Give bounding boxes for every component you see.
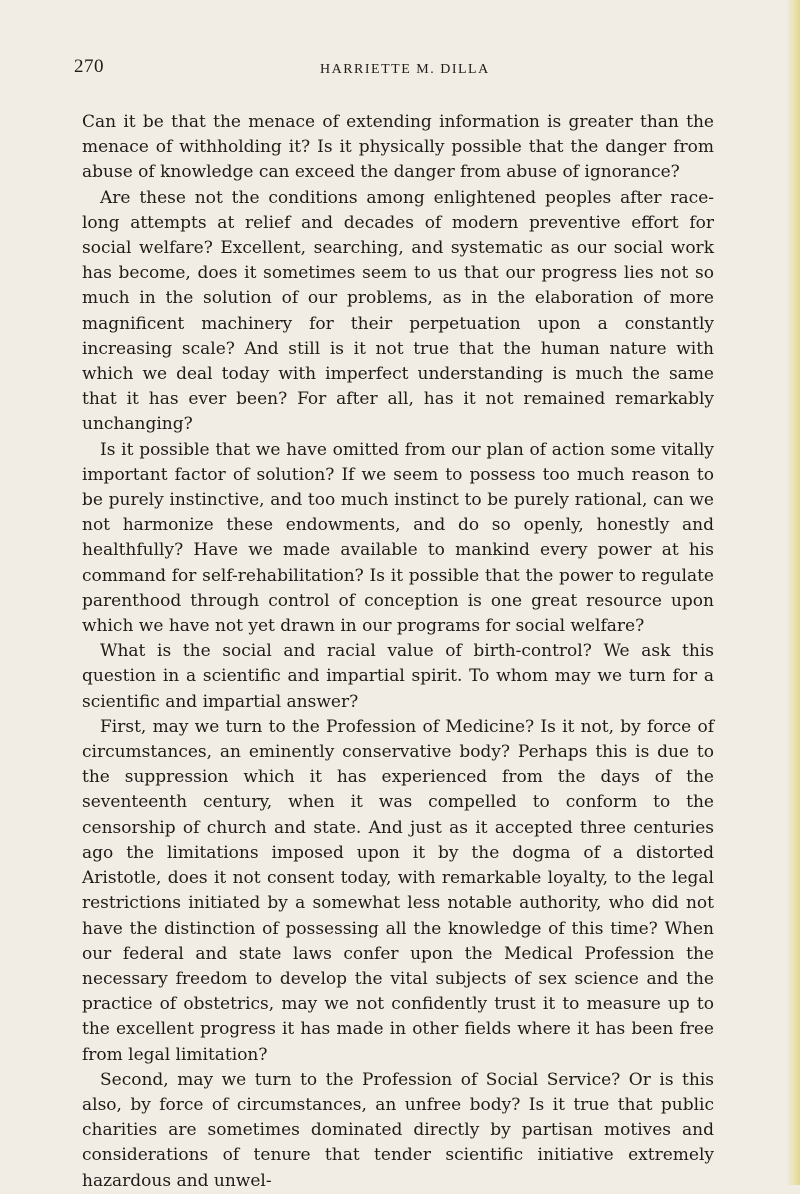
- page-number: 270: [74, 56, 104, 77]
- body-text: [82, 110, 714, 1194]
- paragraph: Can it be that the menace of extending information is greater than the menace of withholding it? Is it physically possible that the danger from abuse of knowledge can exceed the danger from abuse of ignorance?: [82, 112, 714, 183]
- paragraph: Second, may we turn to the Profession of Social Service? Or is this also, by force of circumstances, an unfree body? Is it true that public charities are sometimes dominated directly by partisan motives and considerations of tenure that tender scientific initiative extremely hazardous and unwel-: [82, 1069, 714, 1191]
- paragraph: Is it possible that we have omitted from our plan of action some vitally important factor of solution? If we seem to possess too much reason to be purely instinctive, and too much instinct to be purely rational, can we not harmonize these endowments, and do so openly, honestly and healthfully? Have we made available to mankind every power at his command for self-rehabilitation? Is it possible that the power to regulate parenthood through control of conception is one great resource upon which we have not yet drawn in our programs for social welfare?: [82, 439, 714, 637]
- paragraph: Are these not the conditions among enlightened peoples after race-long attempts at relief and decades of modern preventive effort for social welfare? Excellent, searching, and systematic as our social work has become, does it sometimes seem to us that our progress lies not so much in the solution of our problems, as in the elaboration of more magnificent machinery for their perpetuation upon a constantly increasing scale? And still is it not true that the human nature with which we deal today with imperfect understanding is much the same that it has ever been? For after all, has it not remained remarkably unchanging?: [82, 187, 714, 435]
- paragraph: What is the social and racial value of birth-control? We ask this question in a scientific and impartial spirit. To whom may we turn for a scientific and impartial answer?: [82, 641, 714, 712]
- paragraph: First, may we turn to the Profession of Medicine? Is it not, by force of circumstances, an eminently conservative body? Perhaps this is due to the suppression which it has experienced from the days of the seventeenth century, when it was compelled to conform to the censorship of church and state. And just as it accepted three centuries ago the limitations imposed upon it by the dogma of a distorted Aristotle, does it not consent today, with remarkable loyalty, to the legal restrictions initiated by a somewhat less notable authority, who did not have the distinction of possessing all the knowledge of this time? When our federal and state laws confer upon the Medical Profession the necessary freedom to develop the vital subjects of sex science and the practice of obstetrics, may we not confidently trust it to measure up to the excellent progress it has made in other fields where it has been free from legal limitation?: [82, 716, 714, 1065]
- running-head-author: HARRIETTE M. DILLA: [320, 62, 490, 77]
- page-edge-shadow: [786, 0, 800, 1185]
